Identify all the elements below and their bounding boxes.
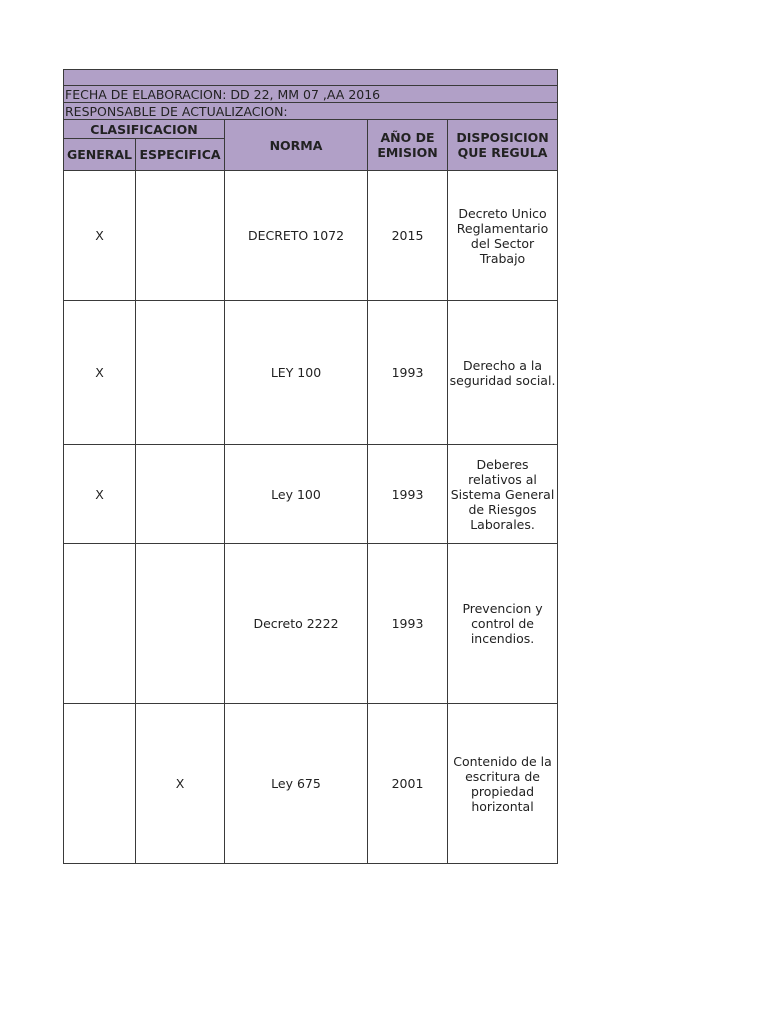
disposicion-text: Contenido de la escritura de propiedad horizontal	[453, 753, 552, 814]
general-cell[interactable]: X	[64, 445, 136, 544]
fecha-row	[64, 86, 558, 103]
general-cell[interactable]	[64, 704, 136, 864]
title-band-row	[64, 70, 558, 86]
anio-header[interactable]	[368, 120, 448, 171]
fecha-elaboracion[interactable]: FECHA DE ELABORACION: DD 22, MM 07 ,AA 2016	[64, 86, 558, 103]
disposicion-header[interactable]	[448, 120, 558, 171]
especifica-cell[interactable]	[136, 445, 225, 544]
norma-cell[interactable]: Ley 100	[225, 445, 368, 544]
disposicion-text: Prevencion y control de incendios.	[462, 601, 543, 646]
norma-cell[interactable]: Decreto 2222	[225, 544, 368, 704]
disposicion-text: Decreto Unico Reglamentario del Sector Trabajo	[456, 205, 549, 266]
anio-cell[interactable]: 1993	[368, 544, 448, 704]
especifica-cell[interactable]	[136, 301, 225, 445]
disposicion-cell[interactable]	[448, 704, 558, 864]
disposicion-text: Derecho a la seguridad social.	[449, 357, 556, 388]
anio-cell[interactable]: 1993	[368, 445, 448, 544]
anio-cell[interactable]: 2001	[368, 704, 448, 864]
disposicion-cell[interactable]	[448, 544, 558, 704]
table-row	[64, 704, 558, 864]
especifica-header[interactable]: ESPECIFICA	[136, 139, 225, 171]
norma-cell[interactable]: Ley 675	[225, 704, 368, 864]
disposicion-cell[interactable]	[448, 445, 558, 544]
anio-header-label: AÑO DE EMISION	[377, 130, 438, 160]
general-cell[interactable]: X	[64, 301, 136, 445]
norma-cell[interactable]: LEY 100	[225, 301, 368, 445]
general-cell[interactable]: X	[64, 171, 136, 301]
general-cell[interactable]	[64, 544, 136, 704]
spreadsheet	[63, 69, 557, 864]
normative-matrix-table	[63, 69, 558, 864]
especifica-cell[interactable]: X	[136, 704, 225, 864]
disposicion-cell[interactable]	[448, 171, 558, 301]
table-row	[64, 445, 558, 544]
norma-header[interactable]: NORMA	[225, 120, 368, 171]
table-row	[64, 301, 558, 445]
norma-cell[interactable]: DECRETO 1072	[225, 171, 368, 301]
anio-cell[interactable]: 2015	[368, 171, 448, 301]
especifica-cell[interactable]	[136, 544, 225, 704]
title-band[interactable]	[64, 70, 558, 86]
table-row	[64, 544, 558, 704]
column-header-row-1	[64, 120, 558, 139]
clasificacion-header[interactable]: CLASIFICACION	[64, 120, 225, 139]
table-row	[64, 171, 558, 301]
anio-cell[interactable]: 1993	[368, 301, 448, 445]
responsable-actualizacion[interactable]: RESPONSABLE DE ACTUALIZACION:	[64, 103, 558, 120]
disposicion-cell[interactable]	[448, 301, 558, 445]
disposicion-header-label: DISPOSICION QUE REGULA	[456, 130, 549, 160]
disposicion-text: Deberes relativos al Sistema General de Riesgos Laborales.	[450, 456, 555, 532]
especifica-cell[interactable]	[136, 171, 225, 301]
general-header[interactable]: GENERAL	[64, 139, 136, 171]
responsable-row	[64, 103, 558, 120]
